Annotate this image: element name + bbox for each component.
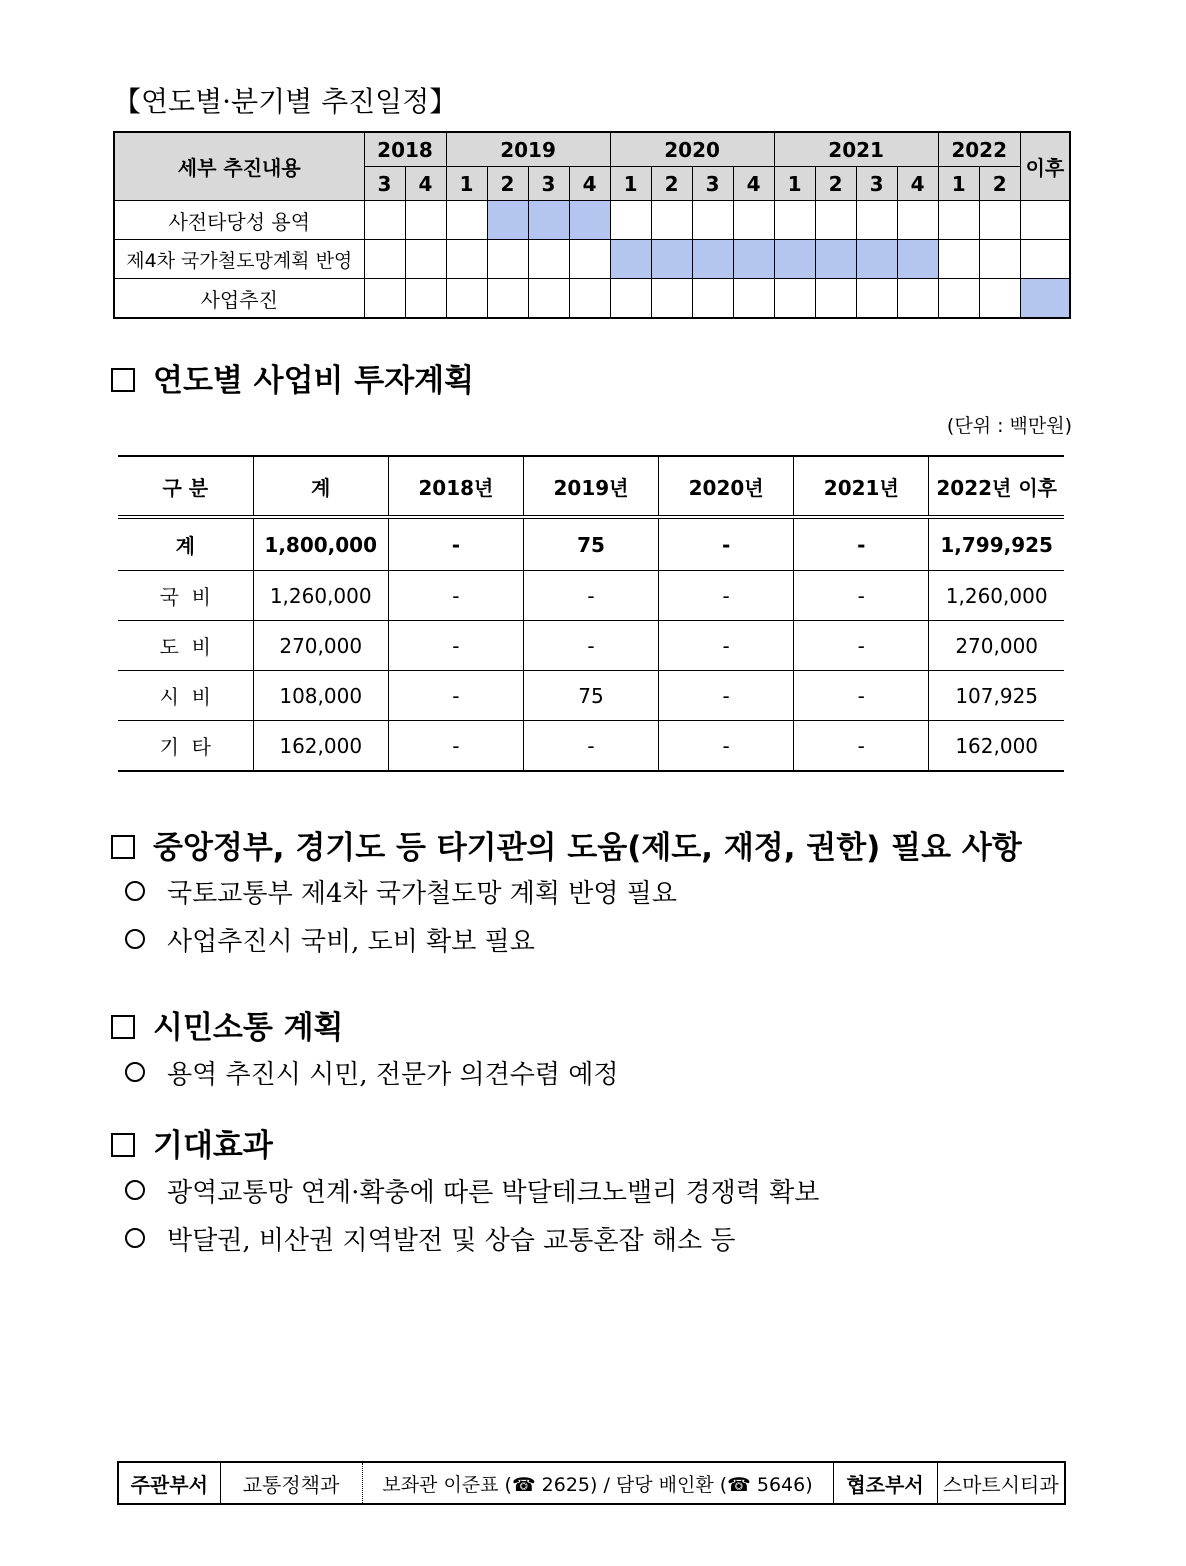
circle-bullet-icon (125, 1228, 145, 1248)
table-cell: - (388, 621, 523, 671)
checkbox-square-icon (111, 1015, 135, 1039)
schedule-cell (774, 201, 815, 240)
schedule-table (113, 131, 1071, 319)
schedule-cell (487, 240, 528, 279)
circle-bullet-icon (125, 929, 145, 949)
table-cell: 75 (523, 517, 658, 571)
schedule-cell (856, 279, 897, 319)
schedule-cell (733, 279, 774, 319)
contact-info: 보좌관 이준표 (☎ 2625) / 담당 배인환 (☎ 5646) (362, 1462, 833, 1504)
list-item: 광역교통망 연계·확충에 따른 박달테크노밸리 경쟁력 확보 (125, 1172, 819, 1209)
schedule-cell (364, 240, 405, 279)
schedule-header-label: 세부 추진내용 (114, 132, 364, 201)
table-row (118, 571, 1064, 621)
table-cell: - (659, 517, 794, 571)
table-cell: - (388, 721, 523, 772)
schedule-cell (405, 240, 446, 279)
column-header: 2021년 (794, 456, 929, 517)
table-cell: - (659, 721, 794, 772)
year-header: 2021 (774, 132, 938, 167)
quarter-header: 2 (651, 167, 692, 201)
year-header: 2018 (364, 132, 446, 167)
checkbox-square-icon (111, 835, 135, 859)
column-header: 구 분 (118, 456, 253, 517)
column-header: 계 (253, 456, 388, 517)
table-cell: - (794, 517, 929, 571)
schedule-cell (446, 279, 487, 319)
table-cell: 1,799,925 (929, 517, 1064, 571)
schedule-cell-filled (897, 240, 938, 279)
schedule-cell (856, 201, 897, 240)
schedule-cell (774, 279, 815, 319)
column-header: 2019년 (523, 456, 658, 517)
schedule-cell (938, 201, 979, 240)
list-item: 국토교통부 제4차 국가철도망 계획 반영 필요 (125, 873, 677, 910)
schedule-cell-filled (856, 240, 897, 279)
schedule-cell (692, 201, 733, 240)
footer-table (117, 1461, 1066, 1505)
schedule-cell (979, 279, 1020, 319)
quarter-header: 1 (446, 167, 487, 201)
column-header: 2020년 (659, 456, 794, 517)
table-row (118, 517, 1064, 571)
schedule-cell (1020, 201, 1070, 240)
schedule-cell-filled (774, 240, 815, 279)
schedule-cell (610, 279, 651, 319)
schedule-cell (733, 201, 774, 240)
table-cell: - (659, 671, 794, 721)
schedule-cell (405, 279, 446, 319)
quarter-header: 2 (979, 167, 1020, 201)
investment-table (118, 455, 1064, 772)
table-cell: - (659, 621, 794, 671)
table-cell: - (388, 671, 523, 721)
communication-heading: 시민소통 계획 (111, 1002, 343, 1047)
schedule-cell (364, 279, 405, 319)
row-label: 기 타 (118, 721, 253, 772)
row-label: 시 비 (118, 671, 253, 721)
effects-heading: 기대효과 (111, 1120, 273, 1165)
schedule-cell (897, 201, 938, 240)
table-row (118, 621, 1064, 671)
schedule-cell-filled (733, 240, 774, 279)
quarter-header: 2 (815, 167, 856, 201)
schedule-cell (1020, 240, 1070, 279)
table-cell: 1,260,000 (253, 571, 388, 621)
table-cell: - (794, 621, 929, 671)
circle-bullet-icon (125, 1180, 145, 1200)
lead-dept-label: 주관부서 (130, 1472, 208, 1497)
after-header: 이후 (1020, 132, 1070, 201)
schedule-cell (938, 240, 979, 279)
schedule-cell (446, 240, 487, 279)
schedule-cell (528, 240, 569, 279)
quarter-header: 4 (569, 167, 610, 201)
schedule-row-label: 사전타당성 용역 (114, 201, 364, 240)
list-item: 사업추진시 국비, 도비 확보 필요 (125, 921, 535, 958)
schedule-row (114, 201, 1070, 240)
checkbox-square-icon (111, 1133, 135, 1157)
schedule-cell (446, 201, 487, 240)
schedule-cell-filled (528, 201, 569, 240)
schedule-cell-filled (692, 240, 733, 279)
lead-dept: 교통정책과 (220, 1462, 362, 1504)
investment-heading: 연도별 사업비 투자계획 (111, 355, 474, 400)
schedule-cell (815, 279, 856, 319)
schedule-cell-filled (487, 201, 528, 240)
table-cell: 162,000 (253, 721, 388, 772)
table-cell: 107,925 (929, 671, 1064, 721)
table-cell: - (523, 621, 658, 671)
quarter-header: 3 (364, 167, 405, 201)
schedule-cell-filled (1020, 279, 1070, 319)
table-cell: - (794, 671, 929, 721)
table-row (118, 671, 1064, 721)
schedule-cell (364, 201, 405, 240)
quarter-header: 4 (405, 167, 446, 201)
table-row (118, 721, 1064, 772)
schedule-cell (979, 240, 1020, 279)
schedule-cell (897, 279, 938, 319)
quarter-header: 3 (856, 167, 897, 201)
quarter-header: 3 (528, 167, 569, 201)
table-cell: - (388, 517, 523, 571)
table-cell: - (388, 571, 523, 621)
unit-label: (단위 : 백만원) (946, 415, 1072, 437)
schedule-cell (569, 240, 610, 279)
quarter-header: 1 (938, 167, 979, 201)
schedule-cell-filled (651, 240, 692, 279)
circle-bullet-icon (125, 1062, 145, 1082)
list-item: 박달권, 비산권 지역발전 및 상습 교통혼잡 해소 등 (125, 1220, 735, 1257)
quarter-header: 4 (733, 167, 774, 201)
schedule-cell (528, 279, 569, 319)
quarter-header: 1 (610, 167, 651, 201)
schedule-cell (979, 201, 1020, 240)
schedule-cell (651, 279, 692, 319)
schedule-title: 【연도별·분기별 추진일정】 (113, 85, 458, 118)
year-header: 2020 (610, 132, 774, 167)
table-cell: - (523, 571, 658, 621)
table-cell: 108,000 (253, 671, 388, 721)
checkbox-square-icon (111, 368, 135, 392)
quarter-header: 1 (774, 167, 815, 201)
year-header: 2022 (938, 132, 1020, 167)
quarter-header: 4 (897, 167, 938, 201)
table-cell: 75 (523, 671, 658, 721)
table-cell: 270,000 (253, 621, 388, 671)
schedule-row-label: 제4차 국가철도망계획 반영 (114, 240, 364, 279)
schedule-cell (569, 279, 610, 319)
coop-dept-label: 협조부서 (833, 1462, 937, 1504)
schedule-cell (651, 201, 692, 240)
table-cell: - (794, 721, 929, 772)
circle-bullet-icon (125, 881, 145, 901)
row-label: 도 비 (118, 621, 253, 671)
schedule-cell (405, 201, 446, 240)
row-label: 국 비 (118, 571, 253, 621)
support-heading: 중앙정부, 경기도 등 타기관의 도움(제도, 재정, 권한) 필요 사항 (111, 822, 1022, 867)
table-cell: - (523, 721, 658, 772)
table-cell: 270,000 (929, 621, 1064, 671)
schedule-cell (815, 201, 856, 240)
schedule-cell-filled (815, 240, 856, 279)
schedule-row-label: 사업추진 (114, 279, 364, 319)
column-header: 2018년 (388, 456, 523, 517)
schedule-cell (938, 279, 979, 319)
year-header: 2019 (446, 132, 610, 167)
table-cell: 1,800,000 (253, 517, 388, 571)
schedule-row (114, 240, 1070, 279)
column-header: 2022년 이후 (929, 456, 1064, 517)
quarter-header: 2 (487, 167, 528, 201)
table-cell: 1,260,000 (929, 571, 1064, 621)
schedule-cell (692, 279, 733, 319)
schedule-cell-filled (569, 201, 610, 240)
quarter-header: 3 (692, 167, 733, 201)
schedule-cell (487, 279, 528, 319)
list-item: 용역 추진시 시민, 전문가 의견수렴 예정 (125, 1054, 618, 1091)
schedule-cell-filled (610, 240, 651, 279)
coop-dept: 스마트시티과 (937, 1462, 1065, 1504)
schedule-cell (610, 201, 651, 240)
schedule-row (114, 279, 1070, 319)
row-label: 계 (118, 517, 253, 571)
table-cell: - (659, 571, 794, 621)
table-cell: - (794, 571, 929, 621)
table-cell: 162,000 (929, 721, 1064, 772)
